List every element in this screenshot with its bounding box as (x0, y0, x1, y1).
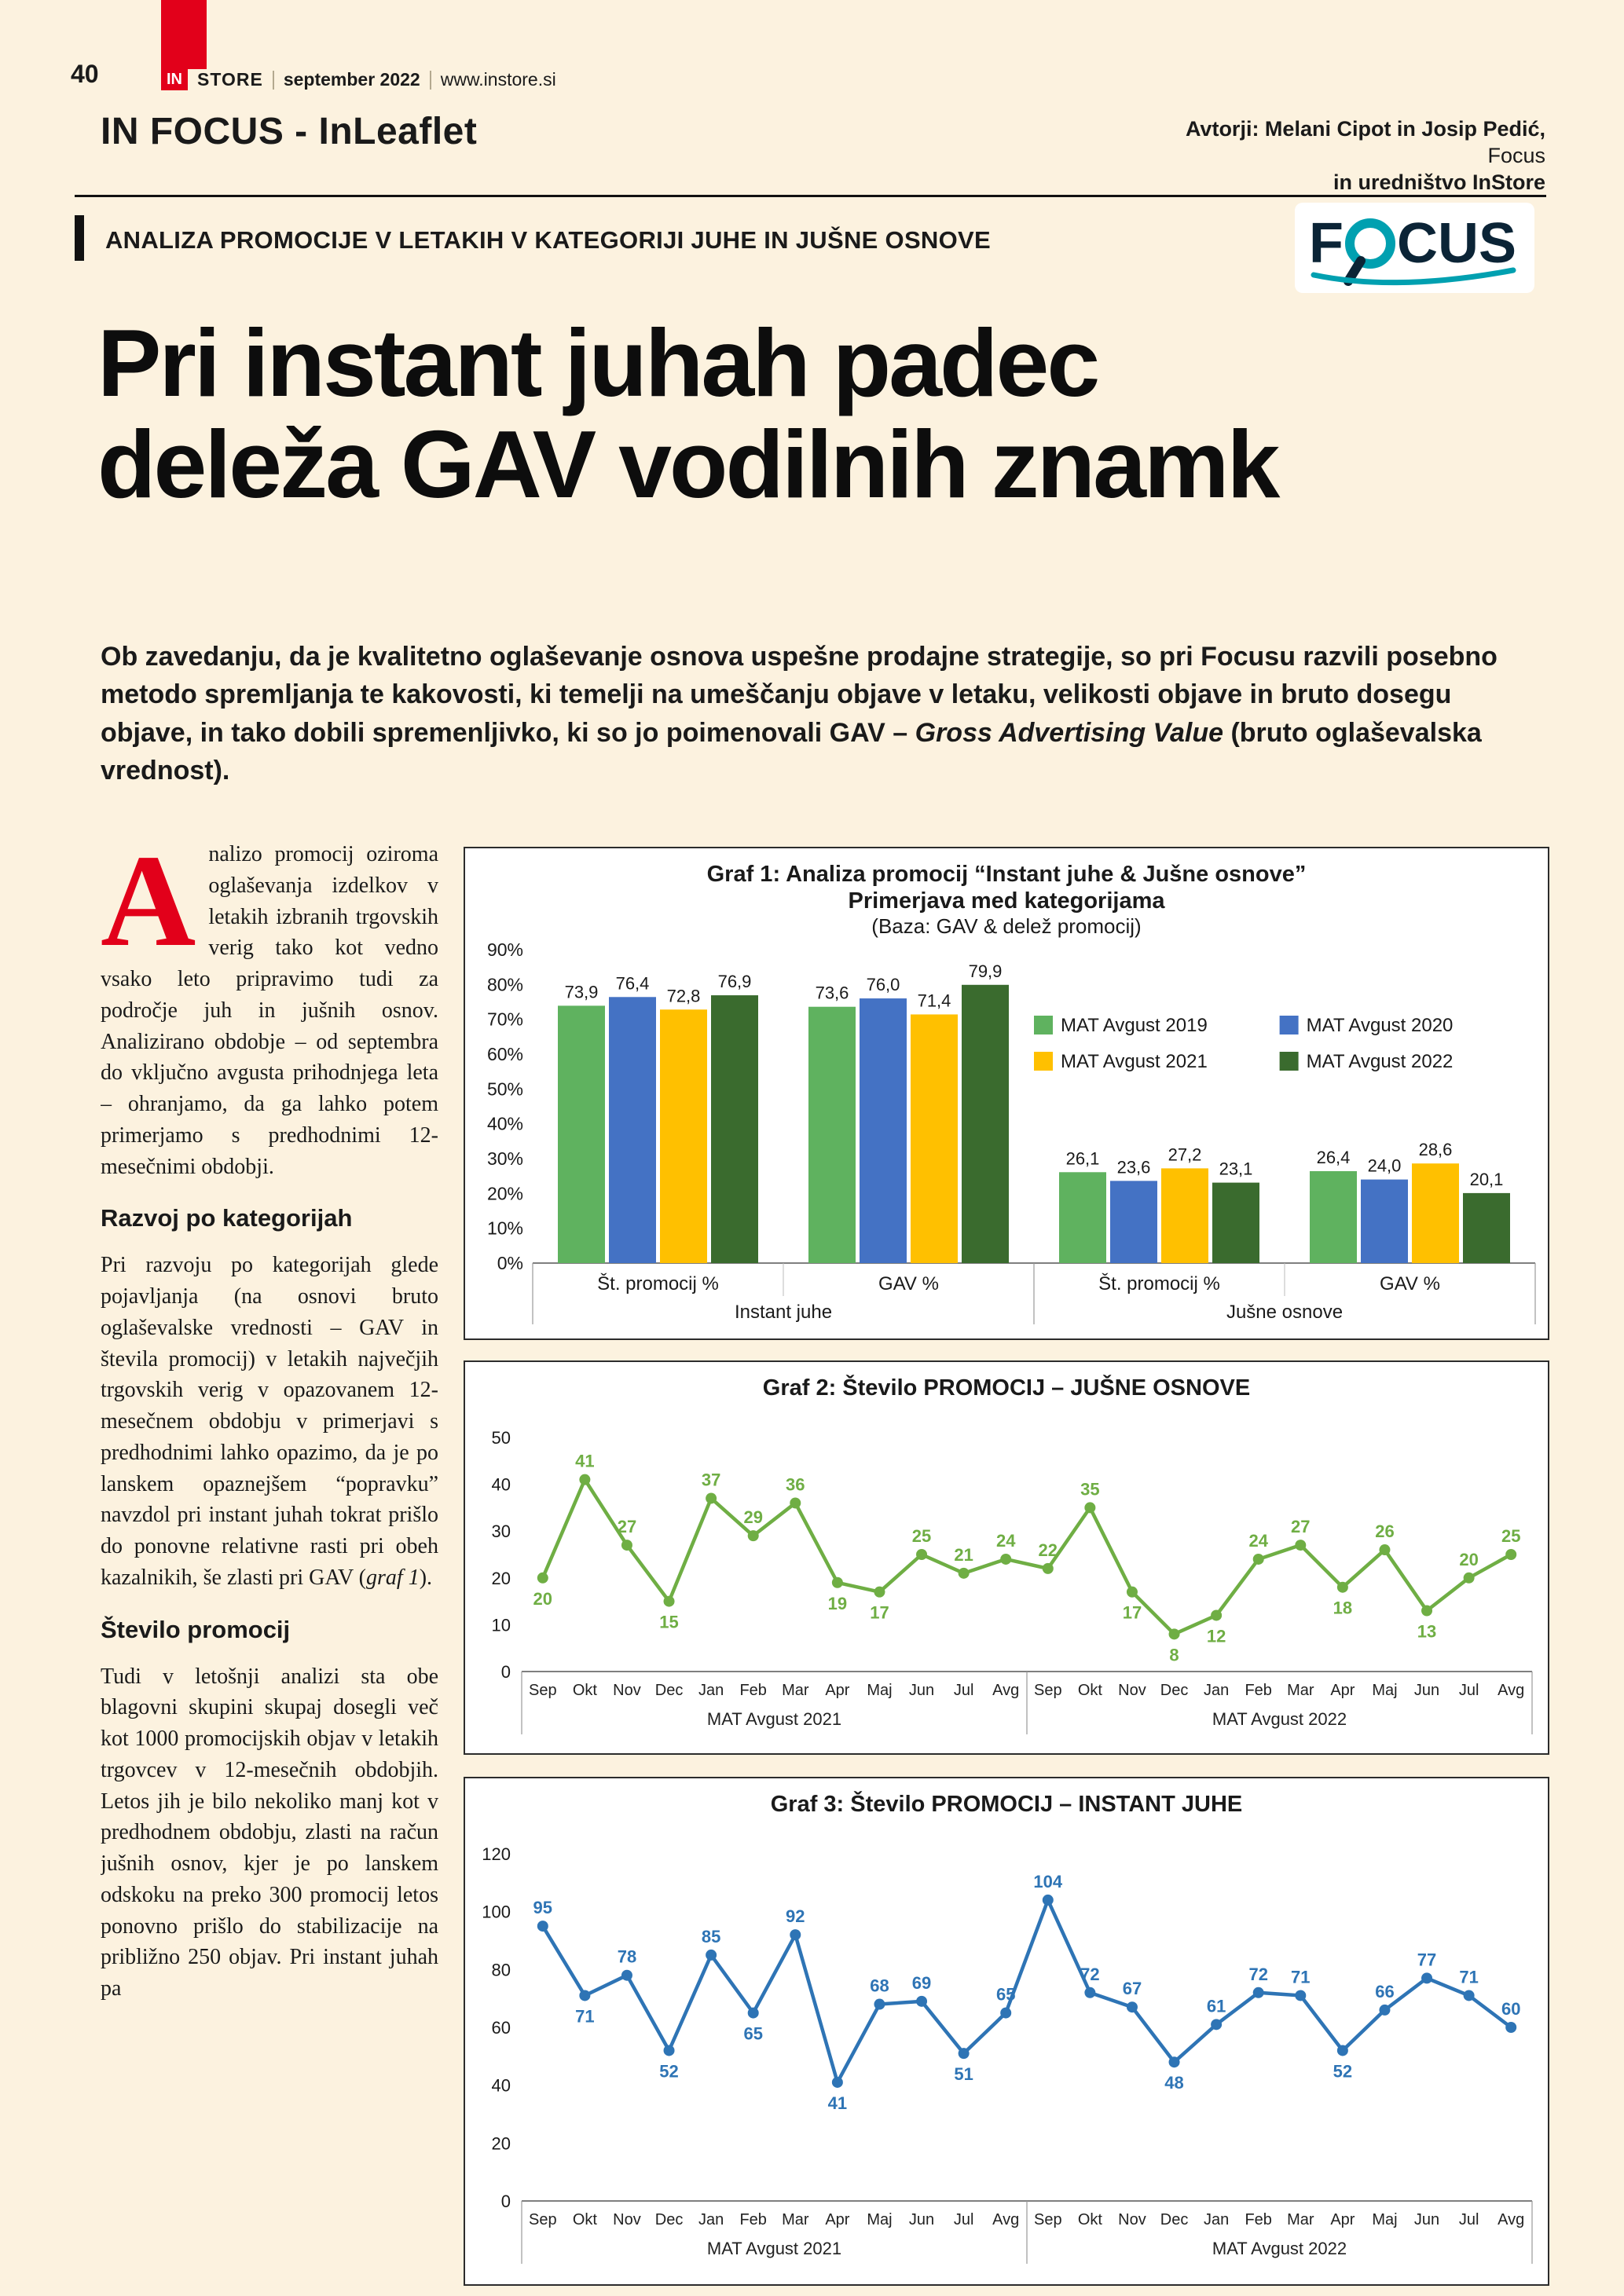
bar-value-label: 23,6 (1116, 1157, 1151, 1177)
paragraph-3 (101, 1661, 438, 2005)
bar-value-label: 27,2 (1168, 1144, 1202, 1165)
y-tick-label: 80 (491, 1960, 511, 1980)
point-value-label: 41 (827, 2093, 848, 2114)
data-point (1337, 2045, 1348, 2056)
data-point (1169, 1629, 1180, 1640)
point-value-label: 78 (617, 1946, 637, 1967)
month-label: Apr (1330, 2211, 1355, 2229)
month-label: Jul (953, 2211, 974, 2229)
bar (860, 998, 907, 1263)
month-label: Apr (1330, 1682, 1355, 1700)
month-label: Jul (1458, 2211, 1479, 2229)
month-label: Maj (1372, 2211, 1398, 2229)
data-point (1000, 1554, 1011, 1565)
paragraph-3-text: Tudi v letošnji analizi sta obe blagovni skupini skupaj dosegli več kot 1000 promocijskih objav v letakih trgovcev v 12-mesečnih obdobjih. Letos jih je bilo nekoliko manj kot v predhodnem obdobju, zlasti na račun jušnih osnov, kjer je po lanskem odskoku na preko 300 promocij letos ponovno prišlo do stabilizacije na približno 250 objav. Pri instant juhah pa (101, 1664, 438, 2001)
data-point (664, 1596, 675, 1607)
point-value-label: 25 (1501, 1526, 1521, 1547)
point-value-label: 29 (743, 1507, 763, 1528)
focus-logo-cus: CUS (1397, 211, 1517, 275)
bar-value-label: 23,1 (1219, 1159, 1253, 1179)
data-point (1211, 2020, 1222, 2031)
paragraph-2-text: Pri razvoju po kategorijah glede pojavljanja (na osnovi bruto oglaševalske vrednosti – GAV in števila promocij) v letakih največjih trgovskih verig v opazovanem 12-mesečnem obdobju v primerjavi s predhodnimi lahko opazimo, da je po lanskem opaznejšem “popravku” navzdol pri instant juhah tokrat prišlo do ponovne relativne rasti pri obeh kazalnikih, še zlasti pri GAV ( (101, 1253, 438, 1590)
month-label: Nov (613, 2211, 641, 2229)
month-label: Nov (1118, 1682, 1146, 1700)
point-value-label: 72 (1080, 1965, 1100, 1985)
data-point (916, 1996, 927, 2007)
data-point (664, 2045, 675, 2056)
section-title: IN FOCUS - InLeaflet (101, 111, 478, 152)
point-value-label: 52 (659, 2061, 679, 2082)
bar-value-label: 76,4 (615, 973, 650, 994)
data-point (959, 2048, 970, 2059)
point-value-label: 72 (1248, 1965, 1268, 1985)
legend-label: MAT Avgust 2022 (1306, 1051, 1454, 1073)
point-value-label: 71 (1291, 1967, 1311, 1987)
data-point (1379, 2005, 1390, 2016)
lead-paragraph (101, 638, 1550, 789)
data-point (1084, 1987, 1095, 1998)
point-value-label: 41 (575, 1451, 595, 1471)
month-label: Avg (992, 1682, 1020, 1700)
period-label: MAT Avgust 2022 (1212, 2239, 1347, 2259)
point-value-label: 65 (995, 1984, 1016, 2005)
point-value-label: 95 (533, 1898, 553, 1918)
authors-line1: Avtorji: Melani Cipot in Josip Pedić, (1185, 117, 1545, 141)
point-value-label: 18 (1333, 1598, 1353, 1618)
month-label: Jun (908, 1682, 935, 1700)
month-label: Sep (528, 2211, 557, 2229)
data-point (1000, 2008, 1011, 2019)
bar-value-label: 76,0 (866, 975, 900, 995)
data-point (579, 1990, 590, 2001)
month-label: Feb (739, 2211, 767, 2229)
period-label: MAT Avgust 2021 (706, 2239, 842, 2259)
paragraph-1-text: nalizo promocij oziroma oglaševanja izdelkov v letakih izbranih trgovskih verig tako kot vedno vsako leto pripravimo tudi za področje juh in jušnih osnov. Analizirano obdobje – od septembra do vključno avgusta prihodnjega leta – ohranjamo, da ga lahko potem primerjamo s predhodnimi 12-mesečnimi obdobji. (101, 842, 438, 1179)
data-point (874, 1999, 885, 2010)
lead-italic: Gross Advertising Value (915, 717, 1224, 748)
red-flag-decoration (161, 0, 207, 69)
kicker-text: ANALIZA PROMOCIJE V LETAKIH V KATEGORIJI JUHE IN JUŠNE OSNOVE (105, 226, 991, 254)
point-value-label: 71 (1459, 1967, 1479, 1987)
graf3-line-chart (465, 1818, 1548, 2276)
data-point (1505, 2022, 1516, 2033)
masthead-divider (273, 71, 274, 90)
point-value-label: 25 (911, 1526, 932, 1547)
month-label: Feb (739, 1682, 767, 1700)
month-label: Dec (1160, 2211, 1189, 2229)
data-point (537, 1573, 548, 1584)
month-label: Mar (1287, 2211, 1314, 2229)
legend-swatch (1034, 1052, 1053, 1071)
bar (911, 1015, 958, 1264)
month-label: Dec (654, 1682, 684, 1700)
horizontal-rule (75, 195, 1546, 197)
y-tick-label: 40% (486, 1113, 523, 1134)
point-value-label: 92 (786, 1906, 805, 1927)
data-point (1043, 1563, 1054, 1574)
masthead (161, 69, 556, 90)
graf1-title-line1: Graf 1: Analiza promocij “Instant juhe & Jušne osnove” (706, 862, 1307, 887)
month-label: Jan (1204, 1682, 1230, 1700)
data-point (1337, 1582, 1348, 1593)
month-label: Dec (654, 2211, 684, 2229)
authors-block (1186, 116, 1545, 196)
kicker-bar (75, 215, 84, 261)
authors-line3: in uredništvo InStore (1333, 170, 1545, 194)
bar (1212, 1183, 1259, 1263)
legend-swatch (1280, 1016, 1299, 1034)
category-label: GAV % (878, 1273, 939, 1295)
graf2-line-chart (465, 1401, 1548, 1747)
month-label: Jan (698, 1682, 724, 1700)
month-label: Feb (1245, 2211, 1272, 2229)
month-label: Okt (572, 2211, 597, 2229)
data-point (1211, 1610, 1222, 1621)
bar (660, 1009, 707, 1263)
bar (558, 1005, 605, 1263)
bar-value-label: 76,9 (717, 972, 752, 992)
bar-value-label: 71,4 (917, 991, 951, 1011)
data-point (1253, 1987, 1264, 1998)
y-tick-label: 0 (500, 1662, 511, 1683)
month-label: Sep (1033, 2211, 1062, 2229)
bar (1059, 1172, 1106, 1263)
month-label: Jan (698, 2211, 724, 2229)
data-point (959, 1568, 970, 1579)
point-value-label: 22 (1038, 1540, 1058, 1561)
y-tick-label: 20 (491, 1569, 511, 1589)
month-label: Feb (1245, 1682, 1272, 1700)
point-value-label: 27 (1291, 1517, 1311, 1537)
month-label: Okt (1077, 2211, 1102, 2229)
data-point (748, 1530, 759, 1541)
bar (1161, 1169, 1208, 1264)
point-value-label: 24 (995, 1531, 1016, 1551)
point-value-label: 21 (954, 1545, 973, 1565)
section-label: Instant juhe (734, 1302, 833, 1324)
focus-logo-f: F (1309, 211, 1344, 275)
data-point (916, 1549, 927, 1560)
month-label: Maj (1372, 1682, 1398, 1700)
bar (609, 997, 656, 1263)
issue-date: september 2022 (283, 69, 420, 90)
legend-label: MAT Avgust 2019 (1061, 1015, 1208, 1037)
y-tick-label: 90% (486, 939, 523, 961)
y-tick-label: 20 (491, 2133, 511, 2154)
graf1-bar-chart (465, 939, 1548, 1335)
focus-logo-o-ring (1350, 223, 1391, 264)
point-value-label: 27 (617, 1517, 637, 1537)
data-point (706, 1493, 717, 1504)
y-tick-label: 60% (486, 1044, 523, 1065)
bar-value-label: 26,4 (1316, 1148, 1351, 1168)
subheading-razvoj: Razvoj po kategorijah (101, 1204, 353, 1232)
month-label: Avg (1498, 2211, 1525, 2229)
y-tick-label: 50 (491, 1428, 511, 1448)
category-label: Št. promocij % (597, 1273, 719, 1295)
month-label: Jun (1413, 2211, 1440, 2229)
month-label: Jul (953, 1682, 974, 1700)
subheading-stevilo: Število promocij (101, 1615, 291, 1643)
legend-label: MAT Avgust 2020 (1306, 1015, 1454, 1037)
bar (1412, 1163, 1459, 1263)
point-value-label: 36 (786, 1474, 805, 1495)
headline-line1: Pri instant juhah padec (97, 309, 1098, 416)
data-point (1169, 2056, 1180, 2067)
point-value-label: 13 (1417, 1621, 1437, 1642)
month-label: Jan (1204, 2211, 1230, 2229)
data-point (1464, 1990, 1475, 2001)
y-tick-label: 60 (491, 2018, 511, 2038)
page-number: 40 (71, 60, 99, 88)
month-label: Maj (867, 2211, 893, 2229)
month-label: Mar (782, 2211, 809, 2229)
point-value-label: 66 (1375, 1982, 1395, 2002)
paragraph-2-end: ). (419, 1565, 433, 1590)
data-point (790, 1929, 801, 1940)
data-line (543, 1480, 1511, 1635)
month-label: Apr (825, 2211, 850, 2229)
legend-swatch (1034, 1016, 1053, 1034)
point-value-label: 20 (1459, 1550, 1479, 1570)
bar-value-label: 24,0 (1367, 1155, 1402, 1176)
data-point (1043, 1895, 1054, 1906)
lead-text-end: (bruto oglaševalska vrednost). (101, 717, 1482, 785)
bar-value-label: 20,1 (1469, 1169, 1504, 1189)
month-label: Nov (613, 1682, 641, 1700)
point-value-label: 35 (1080, 1479, 1100, 1500)
y-tick-label: 0 (500, 2192, 511, 2212)
y-tick-label: 80% (486, 974, 523, 995)
y-tick-label: 40 (491, 2075, 511, 2096)
focus-logo (1295, 203, 1534, 293)
month-label: Maj (867, 1682, 893, 1700)
bar-value-label: 28,6 (1418, 1140, 1453, 1160)
article-column (101, 839, 438, 2291)
month-label: Sep (1033, 1682, 1062, 1700)
point-value-label: 12 (1206, 1626, 1226, 1646)
data-point (1127, 1587, 1138, 1598)
y-tick-label: 30% (486, 1148, 523, 1170)
graf1-title-line3: (Baza: GAV & delež promocij) (871, 914, 1142, 939)
data-point (832, 2077, 843, 2088)
headline (97, 309, 1278, 518)
data-point (1295, 1990, 1306, 2001)
month-label: Jun (908, 2211, 935, 2229)
y-tick-label: 40 (491, 1474, 511, 1495)
data-point (579, 1474, 590, 1485)
y-tick-label: 50% (486, 1078, 523, 1100)
headline-line2: deleža GAV vodilnih znamk (97, 411, 1278, 518)
period-label: MAT Avgust 2022 (1212, 1709, 1347, 1730)
data-point (621, 1970, 632, 1981)
point-value-label: 77 (1417, 1950, 1437, 1970)
point-value-label: 8 (1169, 1645, 1179, 1665)
lead-text: Ob zavedanju, da je kvalitetno oglaševanje osnova uspešne prodajne strategije, so pri Focusu razvili posebno metodo spremljanja te kakovosti, ki temelji na umeščanju objave v letaku, velikosti objave in bruto dosegu objave, in tako dobili spremenljivko, ki so jo poimenovali GAV – (101, 642, 1498, 748)
point-value-label: 17 (1122, 1602, 1142, 1623)
point-value-label: 104 (1033, 1872, 1063, 1892)
data-point (1295, 1540, 1306, 1551)
bar-value-label: 79,9 (968, 961, 1003, 981)
point-value-label: 61 (1206, 1996, 1226, 2016)
month-label: Nov (1118, 2211, 1146, 2229)
point-value-label: 67 (1122, 1979, 1142, 1999)
point-value-label: 15 (659, 1612, 679, 1632)
month-label: Okt (1077, 1682, 1102, 1700)
graf2-box (464, 1360, 1549, 1755)
month-label: Okt (572, 1682, 597, 1700)
bar-value-label: 73,6 (815, 983, 849, 1003)
bar-value-label: 26,1 (1065, 1148, 1100, 1169)
bar (1310, 1171, 1357, 1263)
point-value-label: 51 (954, 2064, 973, 2085)
bar (1463, 1193, 1510, 1263)
data-point (790, 1498, 801, 1509)
data-point (874, 1587, 885, 1598)
legend-label: MAT Avgust 2021 (1061, 1051, 1208, 1073)
paragraph-1 (101, 839, 438, 1182)
graf3-box (464, 1777, 1549, 2286)
point-value-label: 20 (533, 1589, 553, 1609)
bar (711, 995, 758, 1263)
authors-line2: Focus (1487, 143, 1545, 167)
data-point (1084, 1503, 1095, 1514)
month-label: Dec (1160, 1682, 1189, 1700)
point-value-label: 37 (701, 1470, 721, 1490)
data-point (1253, 1554, 1264, 1565)
y-tick-label: 10% (486, 1218, 523, 1239)
drop-cap: A (101, 839, 196, 974)
month-label: Jul (1458, 1682, 1479, 1700)
y-tick-label: 30 (491, 1522, 511, 1542)
graf3-title: Graf 3: Število PROMOCIJ – INSTANT JUHE (770, 1792, 1243, 1817)
bar-value-label: 73,9 (564, 982, 599, 1002)
data-point (1421, 1606, 1432, 1617)
point-value-label: 60 (1501, 1999, 1521, 2020)
month-label: Mar (782, 1682, 809, 1700)
y-tick-label: 20% (486, 1183, 523, 1204)
focus-logo-graphic (1303, 209, 1527, 287)
data-point (1379, 1544, 1390, 1555)
month-label: Sep (528, 1682, 557, 1700)
data-point (1505, 1549, 1516, 1560)
point-value-label: 69 (911, 1973, 932, 1994)
y-tick-label: 10 (491, 1615, 511, 1635)
point-value-label: 26 (1375, 1522, 1395, 1542)
bar (1110, 1181, 1157, 1263)
paragraph-2 (101, 1250, 438, 1593)
point-value-label: 48 (1164, 2073, 1184, 2093)
month-label: Mar (1287, 1682, 1314, 1700)
point-value-label: 17 (870, 1602, 889, 1623)
website-link[interactable]: www.instore.si (440, 69, 556, 90)
category-label: GAV % (1380, 1273, 1440, 1295)
point-value-label: 68 (870, 1976, 889, 1996)
instore-logo-store: STORE (197, 69, 263, 90)
bar (962, 985, 1009, 1263)
graf1-title-line2: Primerjava med kategorijama (848, 888, 1165, 914)
category-label: Št. promocij % (1098, 1273, 1220, 1295)
bar-value-label: 72,8 (666, 986, 701, 1006)
legend-swatch (1280, 1052, 1299, 1071)
instore-logo-in: IN (161, 69, 188, 90)
data-point (1464, 1573, 1475, 1584)
point-value-label: 85 (701, 1927, 721, 1947)
bar (1361, 1180, 1408, 1263)
y-tick-label: 0% (497, 1253, 523, 1274)
y-tick-label: 70% (486, 1009, 523, 1030)
month-label: Jun (1413, 1682, 1440, 1700)
bar (808, 1007, 856, 1263)
masthead-divider (430, 71, 431, 90)
graf1-box (464, 847, 1549, 1340)
point-value-label: 52 (1333, 2061, 1353, 2082)
data-point (1127, 2001, 1138, 2012)
graf2-title: Graf 2: Število PROMOCIJ – JUŠNE OSNOVE (762, 1375, 1251, 1401)
data-point (748, 2008, 759, 2019)
data-point (1421, 1973, 1432, 1984)
period-label: MAT Avgust 2021 (706, 1709, 842, 1730)
data-point (621, 1540, 632, 1551)
section-label: Jušne osnove (1226, 1302, 1344, 1324)
month-label: Avg (1498, 1682, 1525, 1700)
point-value-label: 71 (575, 2006, 595, 2027)
point-value-label: 19 (827, 1593, 848, 1613)
data-point (537, 1921, 548, 1932)
y-tick-label: 100 (482, 1902, 511, 1922)
data-point (832, 1577, 843, 1588)
data-point (706, 1950, 717, 1961)
point-value-label: 65 (743, 2023, 763, 2044)
y-tick-label: 120 (482, 1844, 511, 1865)
paragraph-2-italic: graf 1 (366, 1565, 420, 1590)
point-value-label: 24 (1248, 1531, 1268, 1551)
month-label: Avg (992, 2211, 1020, 2229)
month-label: Apr (825, 1682, 850, 1700)
